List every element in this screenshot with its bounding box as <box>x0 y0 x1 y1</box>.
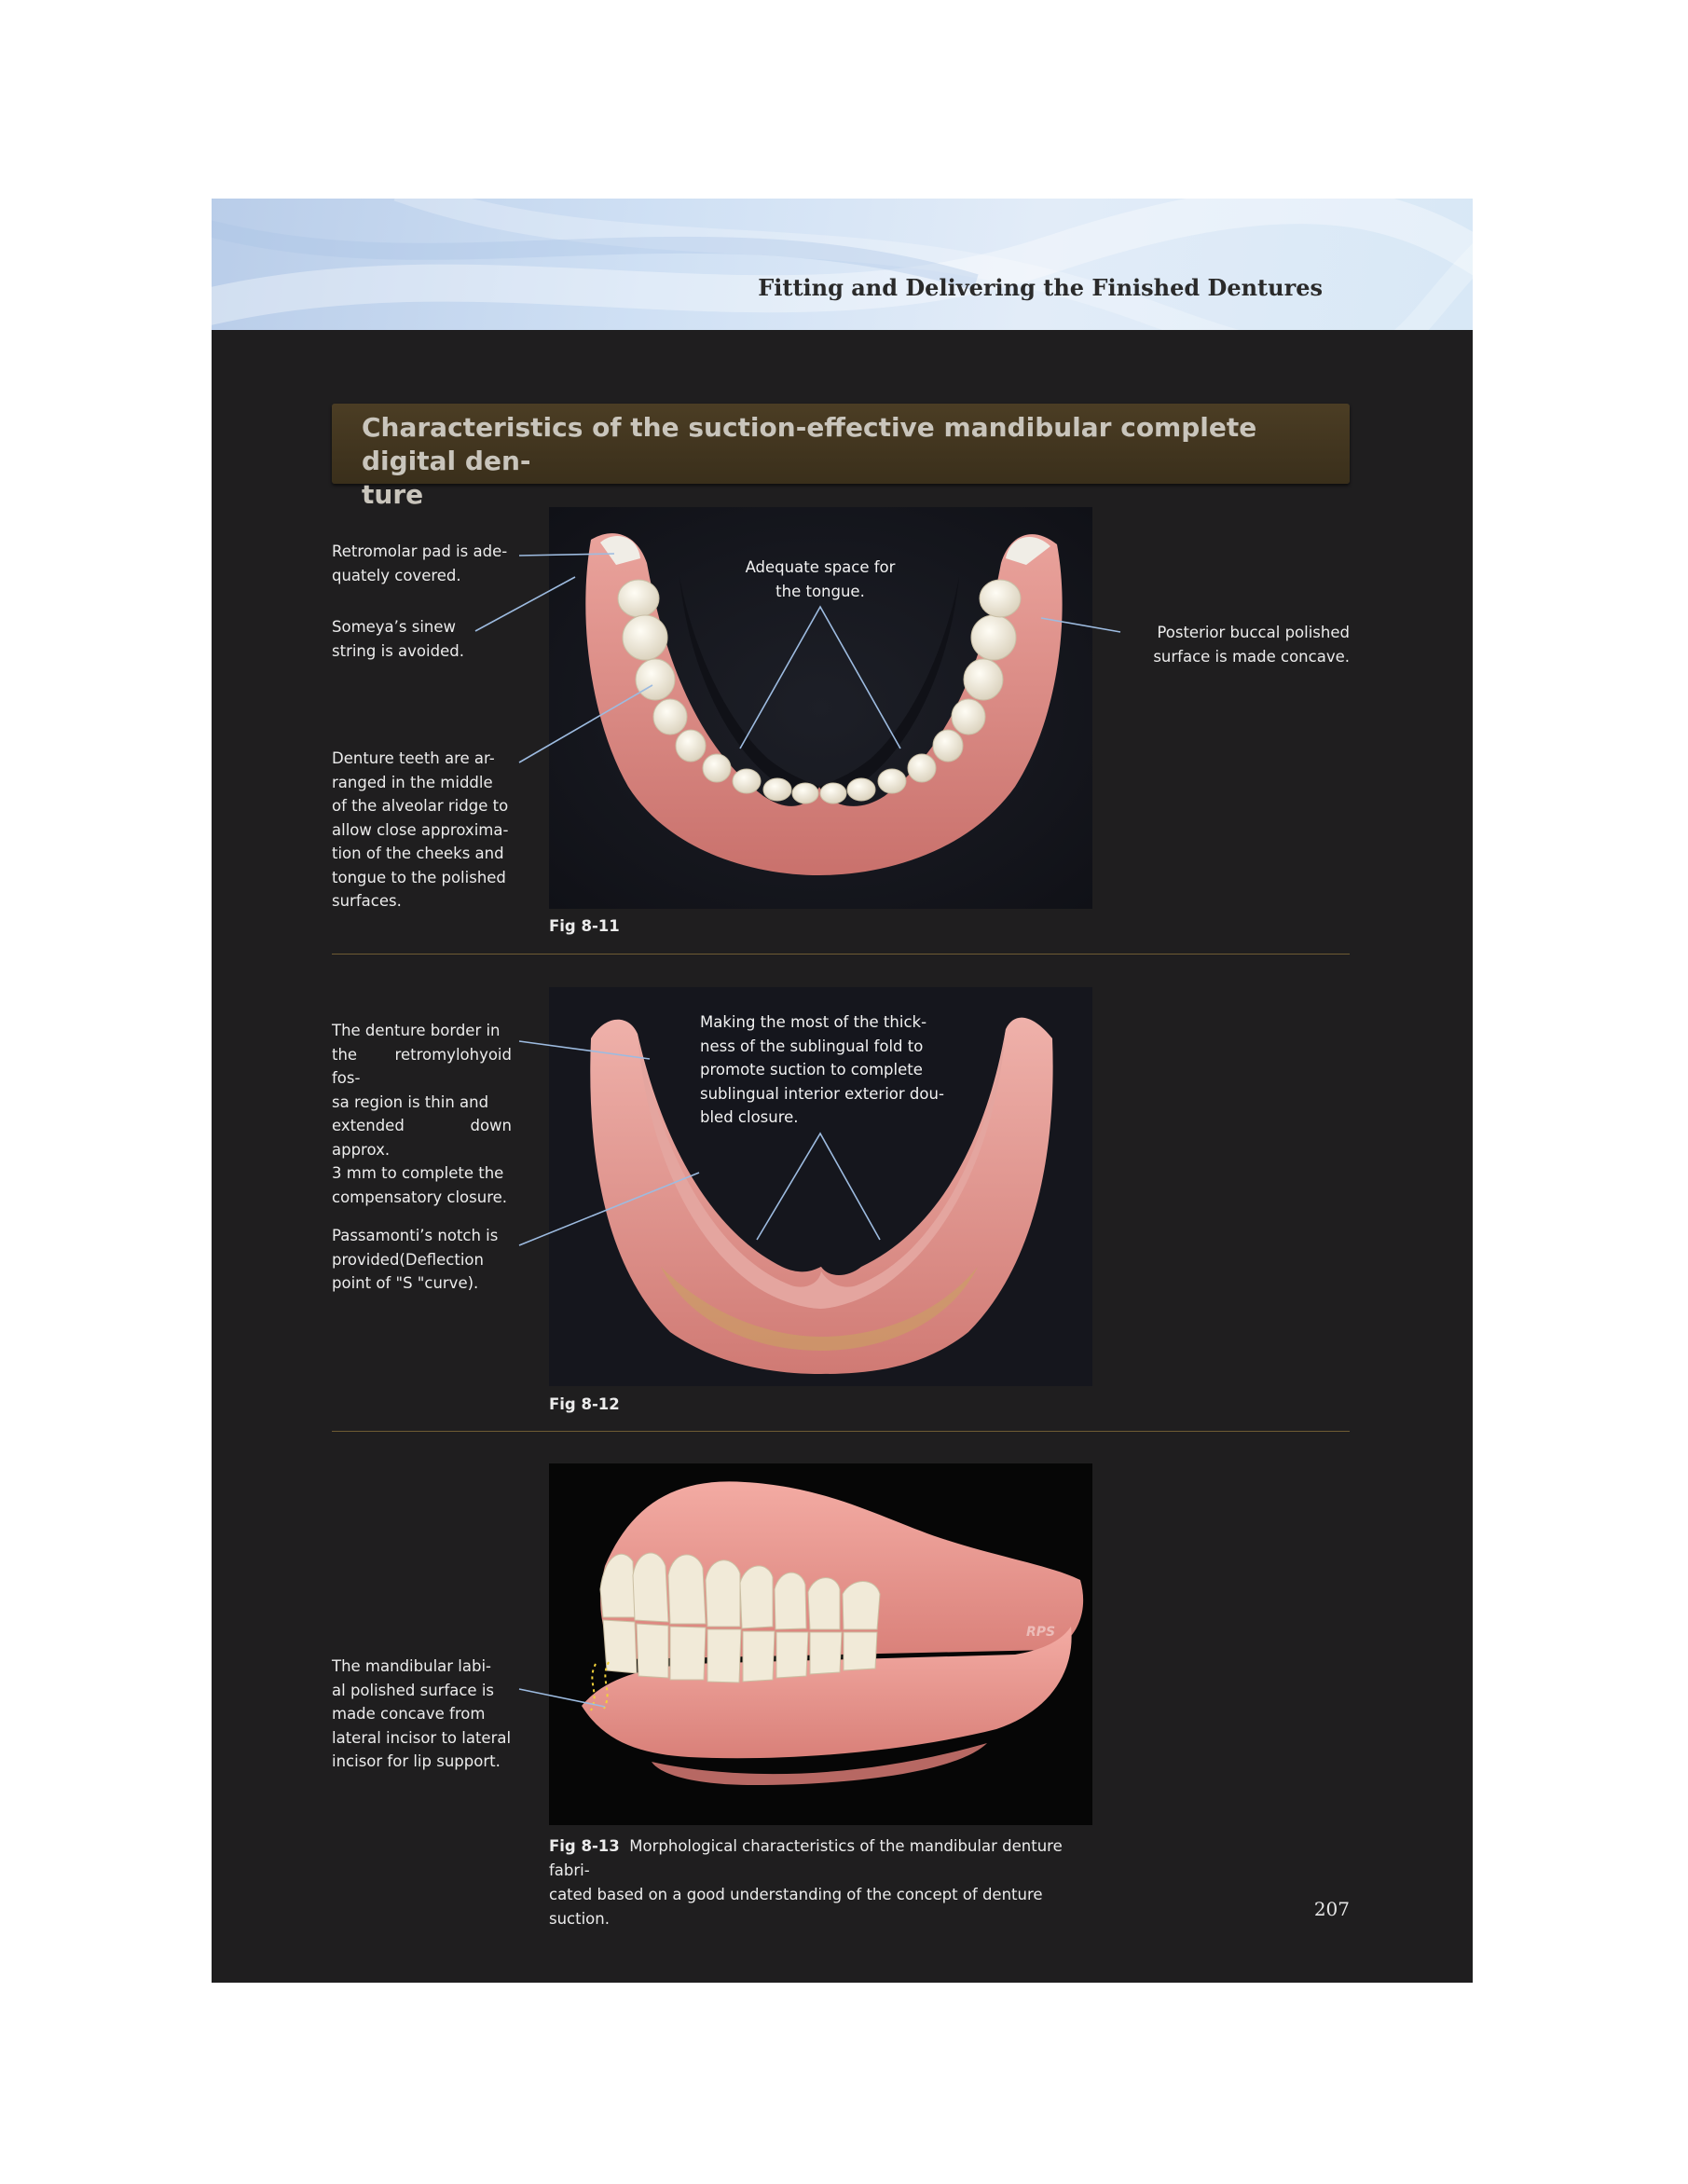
note-border-line-5: 3 mm to complete the <box>332 1164 504 1182</box>
note-passamonti-notch <box>332 1224 512 1296</box>
note-labial-line-4: lateral incisor to lateral <box>332 1728 512 1747</box>
section-title <box>362 411 1303 512</box>
note-posterior-buccal-line-1: Posterior buccal polished <box>1157 624 1350 641</box>
note-denture-teeth-line-2: ranged in the middle <box>332 773 493 791</box>
note-sublingual-fold <box>700 1010 944 1130</box>
note-posterior-buccal-line-2: surface is made concave. <box>1153 647 1350 666</box>
section-title-line-1: Characteristics of the suction-effective mandibular complete digital den- <box>362 412 1257 476</box>
note-tongue-space-line-2: the tongue. <box>775 582 865 600</box>
note-denture-teeth-line-1: Denture teeth are ar- <box>332 749 495 767</box>
note-sublingual-line-2: ness of the sublingual fold to <box>700 1037 924 1055</box>
note-border-line-2: the retromylohyoid fos- <box>332 1045 512 1087</box>
note-passamonti-line-3: point of "S "curve). <box>332 1274 479 1292</box>
note-mandibular-labial-surface <box>332 1655 512 1774</box>
fig-8-12-number: Fig 8-12 <box>549 1395 620 1413</box>
running-header: Fitting and Delivering the Finished Dentures <box>758 274 1323 301</box>
note-labial-line-1: The mandibular labi- <box>332 1657 491 1675</box>
note-labial-line-5: incisor for lip support. <box>332 1752 501 1770</box>
note-border-line-3: sa region is thin and <box>332 1092 489 1111</box>
note-denture-teeth-arrangement <box>332 747 512 913</box>
note-retromylohyoid-border <box>332 1019 512 1209</box>
fig-8-13-photo <box>549 1463 1092 1825</box>
section-title-bar <box>332 404 1350 510</box>
note-border-line-6: compensatory closure. <box>332 1188 508 1206</box>
note-border-line-4: extended down approx. <box>332 1117 512 1159</box>
fig-8-13-caption-line-1: Morphological characteristics of the mandibular denture fabri- <box>549 1837 1063 1879</box>
header-band <box>212 199 1473 330</box>
divider-2 <box>332 1431 1350 1432</box>
note-border-line-1: The denture border in <box>332 1022 501 1039</box>
photo-engraving-rps: RPS <box>1026 1625 1056 1640</box>
fig-8-11-number: Fig 8-11 <box>549 917 620 935</box>
note-denture-teeth-line-6: tongue to the polished <box>332 868 506 886</box>
note-sublingual-line-1: Making the most of the thick- <box>700 1013 927 1031</box>
note-tongue-space-line-1: Adequate space for <box>745 558 896 576</box>
note-posterior-buccal-surface <box>1134 621 1350 668</box>
header-decoration <box>212 199 1473 330</box>
note-sublingual-line-4: sublingual interior exterior dou- <box>700 1084 944 1103</box>
note-sublingual-line-3: promote suction to complete <box>700 1061 923 1078</box>
fig-8-13-caption <box>549 1834 1099 1931</box>
fig-8-11-label <box>549 917 620 935</box>
note-labial-line-3: made concave from <box>332 1705 486 1723</box>
fig-8-12-label <box>549 1395 620 1413</box>
note-denture-teeth-line-4: allow close approxima- <box>332 820 509 839</box>
section-title-line-2: ture <box>362 479 424 510</box>
note-passamonti-line-2: provided(Deflection <box>332 1250 484 1269</box>
page-number: 207 <box>1313 1898 1350 1920</box>
note-retromolar-pad-line-1: Retromolar pad is ade- <box>332 543 508 560</box>
note-someya-line-2: string is avoided. <box>332 641 464 660</box>
note-retromolar-pad <box>332 540 512 587</box>
fig-8-13-number: Fig 8-13 <box>549 1837 620 1855</box>
fig-8-13-caption-line-2: cated based on a good understanding of the concept of denture suction. <box>549 1886 1043 1928</box>
note-denture-teeth-line-5: tion of the cheeks and <box>332 845 504 862</box>
book-page <box>212 199 1473 1983</box>
note-retromolar-pad-line-2: quately covered. <box>332 566 461 584</box>
note-denture-teeth-line-7: surfaces. <box>332 892 402 910</box>
note-labial-line-2: al polished surface is <box>332 1681 495 1699</box>
note-someya-line-1: Someya’s sinew <box>332 618 457 636</box>
note-someya-sinew-string <box>332 615 512 663</box>
note-passamonti-line-1: Passamonti’s notch is <box>332 1227 499 1244</box>
note-tongue-space <box>743 556 898 603</box>
divider-1 <box>332 954 1350 955</box>
note-sublingual-line-5: bled closure. <box>700 1108 799 1126</box>
note-denture-teeth-line-3: of the alveolar ridge to <box>332 797 509 815</box>
